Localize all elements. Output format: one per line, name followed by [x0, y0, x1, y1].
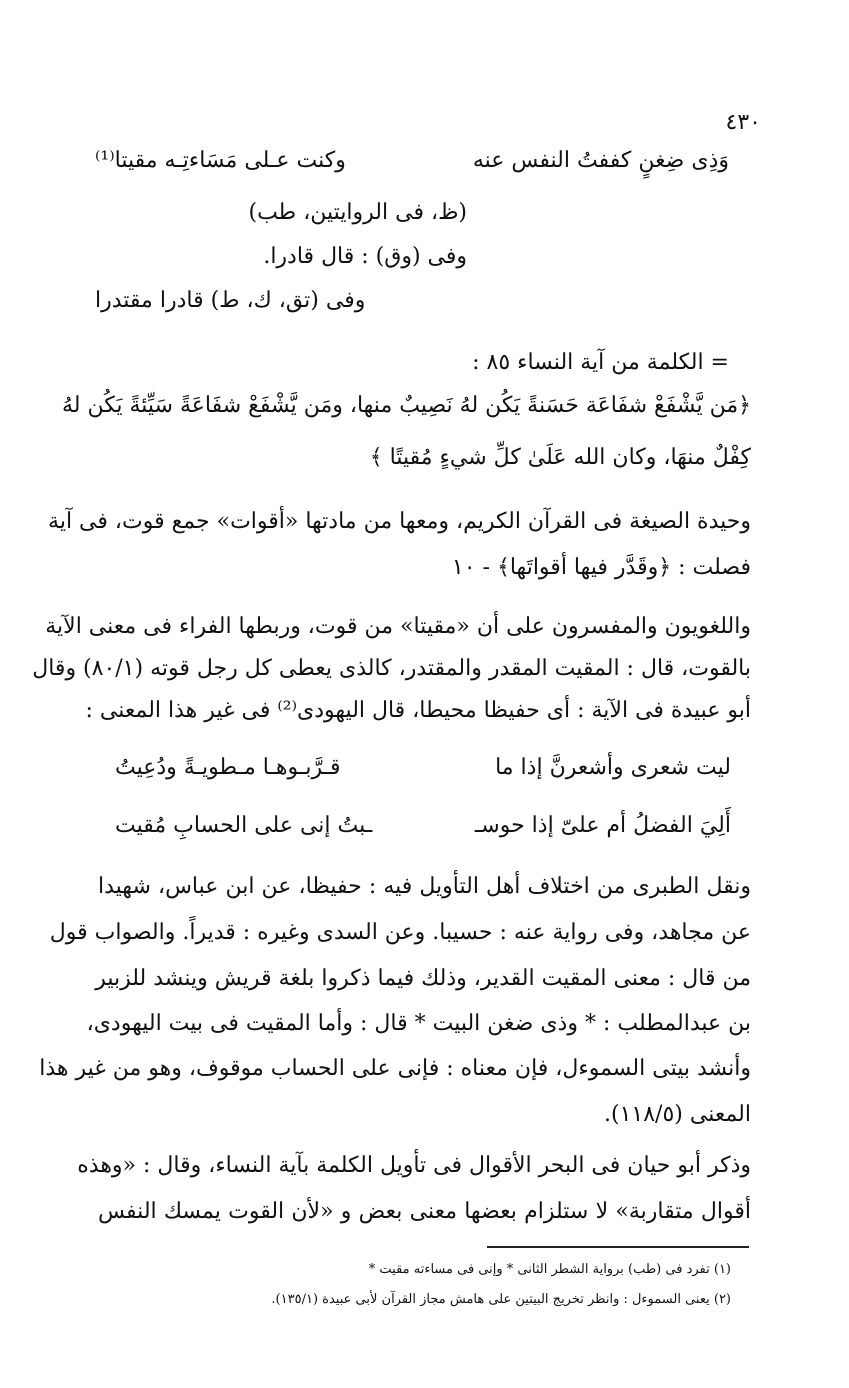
quran-verse: [61, 393, 751, 485]
paragraph-line: أقوال متقاربة» لا ستلزام بعضها معنى بعض و «لأن القوت يمسك النفس: [98, 1199, 751, 1224]
paragraph-line: وحيدة الصيغة فى القرآن الكريم، ومعها من مادتها «أقوات» جمع قوت، فى آية: [48, 509, 751, 534]
footnote: (٢) يعنى السموءل : وانظر تخريج البيتين على هامش مجاز القرآن لأبى عبيدة (١٣٥/١).: [271, 1292, 731, 1307]
samawal-poem: [115, 757, 731, 837]
footnote: (١) تفرد فى (طب) برواية الشطر الثانى * وإنى فى مساءته مقيت *: [368, 1262, 731, 1277]
poem-hemistich-left: قـرَّبـوهـا مـطويـةً ودُعِيتُ: [115, 755, 341, 780]
paragraph: [32, 614, 751, 726]
variant-line: (ظ، فى الروايتين، طب): [248, 200, 467, 225]
verse-line: ﴿مَن يَّشْفَعْ شفَاعَة حَسَنةً يَكُن لهُ نَصِيبٌ منها، ومَن يَّشْفَعْ شفَاعَةً سَيِّئةً يَكُن لهُ: [61, 393, 751, 418]
paragraph-line: وذكر أبو حيان فى البحر الأقوال فى تأويل الكلمة بآية النساء، وقال : «وهذه: [77, 1153, 751, 1178]
paragraph-line: عن مجاهد، وفى رواية عنه : حسيبا. وعن السدى وغيره : قديراً. والصواب قول: [49, 920, 751, 945]
paragraph-line: من قال : معنى المقيت القدير، وذلك فيما ذكروا بلغة قريش وينشد للزبير: [95, 966, 751, 991]
poem-hemistich-left: ـبتُ إنى على الحسابِ مُقيت: [115, 813, 373, 838]
poem-hemistich-right: ليت شعرى وأشعرنَّ إذا ما: [495, 755, 731, 780]
paragraph-line: بالقوت، قال : المقيت المقدر والمقتدر، كالذى يعطى كل رجل قوته (٨٠/١) وقال: [32, 656, 751, 681]
verse-line: كِفْلٌ منهَا، وكان الله عَلَىٰ كلِّ شيءٍ مُقيتًا ﴾: [369, 445, 751, 470]
paragraph-line: واللغويون والمفسرون على أن «مقيتا» من قوت، وربطها الفراء فى معنى الآية: [45, 614, 751, 639]
paragraph-line: فصلت : ﴿وقَدَّر فيها أقواتَها﴾ - ١٠: [451, 555, 751, 580]
poem-hemistich-right: أَلِيَ الفضلُ أم علىّ إذا حوسـ: [474, 813, 731, 838]
opening-poem: [95, 150, 729, 330]
variant-line: وفى (وق) : قال قادرا.: [263, 244, 467, 269]
paragraph-line: المعنى (١١٨/٥).: [604, 1102, 751, 1127]
paragraph-line: ونقل الطبرى من اختلاف أهل التأويل فيه : حفيظا، عن ابن عباس، شهيدا: [98, 874, 751, 899]
paragraph-line: أبو عبيدة فى الآية : أى حفيظا محيطا، قال اليهودى⁽²⁾ فى غير هذا المعنى :: [85, 698, 751, 723]
paragraph: [48, 509, 751, 581]
paragraph-line: وأنشد بيتى السموءل، فإن معناه : فإنى على الحساب موقوف، وهو من غير هذا: [39, 1056, 751, 1081]
page-number: ٤٣٠: [725, 110, 761, 135]
footnote-rule: [487, 1246, 749, 1248]
paragraph: [39, 874, 751, 1127]
poem-hemistich-left: وكنت عـلى مَسَاءتِـه مقيتا⁽¹⁾: [95, 148, 346, 173]
paragraph: [77, 1153, 751, 1235]
variant-line: وفى (تق، ك، ط) قادرا مقتدرا: [95, 288, 366, 313]
paragraph-line: بن عبدالمطلب : * وذى ضغن البيت * قال : وأما المقيت فى بيت اليهودى،: [86, 1011, 751, 1036]
section-heading: = الكلمة من آية النساء ٨٥ :: [472, 350, 729, 375]
poem-hemistich-right: وَذِى ضِغنٍ كففتُ النفس عنه: [472, 148, 729, 173]
